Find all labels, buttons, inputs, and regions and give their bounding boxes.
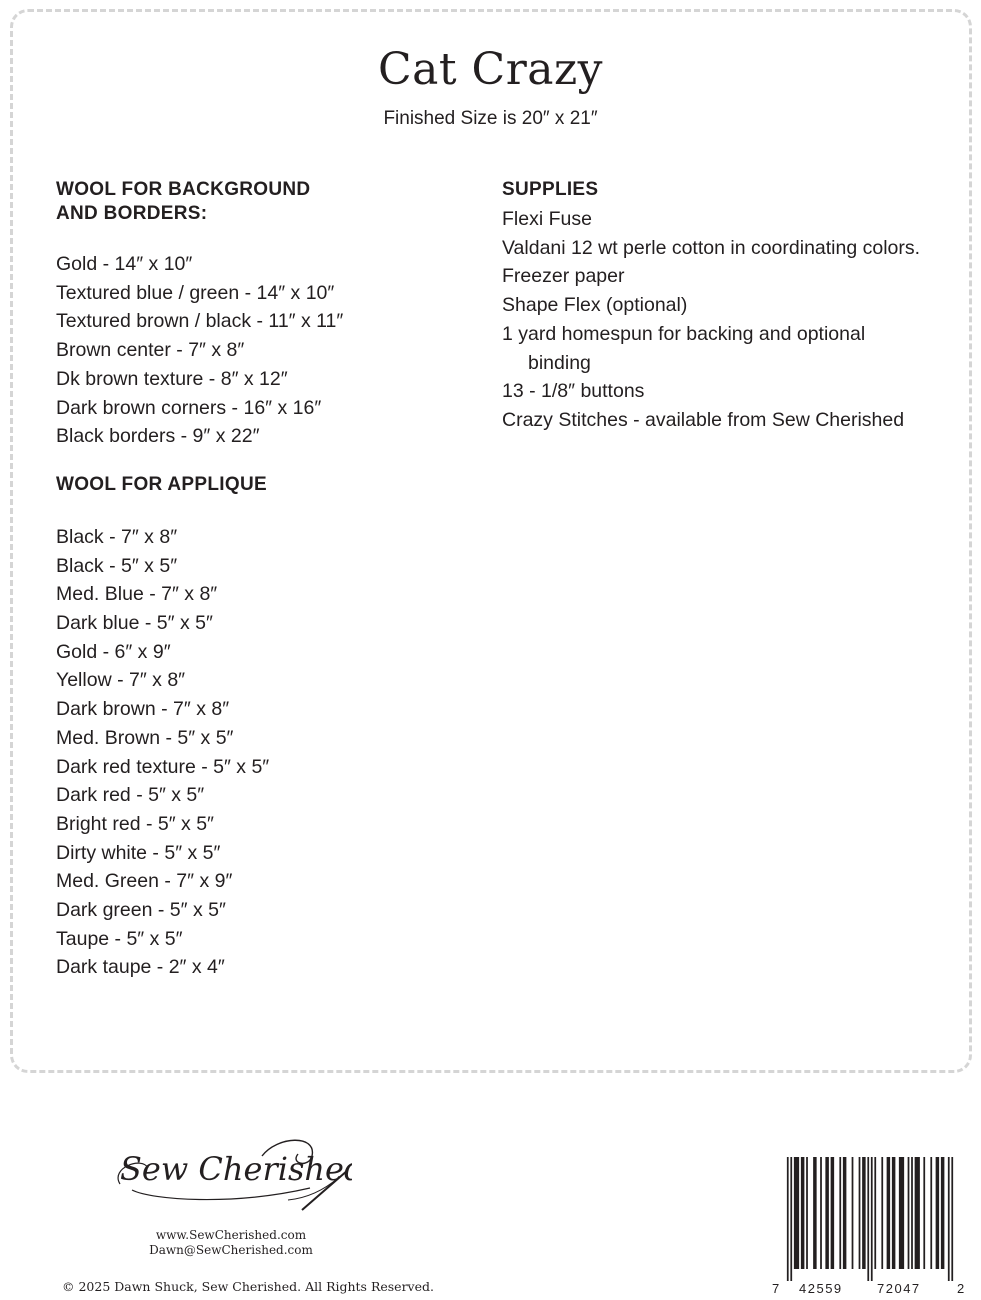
list-item: 1 yard homespun for backing and optional binding	[502, 322, 866, 374]
list-item: Dark red texture - 5″ x 5″	[56, 755, 270, 778]
list-item: Dark taupe - 2″ x 4″	[56, 956, 225, 979]
list-item: Flexi Fuse	[502, 208, 592, 230]
supplies-column	[502, 178, 962, 435]
upc-barcode	[772, 1157, 970, 1287]
barcode-bar	[930, 1157, 932, 1269]
barcode-bar	[915, 1157, 920, 1269]
barcode-digit-first: 7	[772, 1281, 781, 1296]
barcode-bar	[887, 1157, 891, 1269]
wool-background-heading-line2: AND BORDERS:	[56, 203, 208, 224]
list-item: Taupe - 5″ x 5″	[56, 927, 183, 950]
list-item: Valdani 12 wt perle cotton in coordinating colors.	[502, 236, 921, 259]
wool-applique-heading: WOOL FOR APPLIQUE	[56, 473, 267, 495]
barcode-bar	[951, 1157, 953, 1281]
wool-background-heading-line1: WOOL FOR BACKGROUND	[56, 179, 311, 200]
email-link[interactable]: Dawn@SewCherished.com	[149, 1243, 313, 1257]
list-item: Dark red - 5″ x 5″	[56, 784, 205, 807]
sew-cherished-logo	[112, 1128, 352, 1218]
barcode-bar	[790, 1157, 792, 1281]
list-item: Textured brown / black - 11″ x 11″	[56, 310, 344, 333]
finished-size: Finished Size is 20″ x 21″	[383, 108, 598, 129]
list-item: 13 - 1/8″ buttons	[502, 380, 645, 403]
barcode-bar	[936, 1157, 940, 1269]
copyright-text: © 2025 Dawn Shuck, Sew Cherished. All Rights Reserved.	[62, 1279, 434, 1294]
list-item: Black - 7″ x 8″	[56, 525, 178, 548]
barcode-bar	[923, 1157, 925, 1269]
list-item: Med. Blue - 7″ x 8″	[56, 583, 218, 606]
logo-text: Sew Cherished	[120, 1150, 352, 1188]
barcode-bar	[831, 1157, 835, 1269]
list-item: Med. Brown - 5″ x 5″	[56, 726, 234, 749]
logo-graphic	[112, 1128, 352, 1218]
logo-flourish-underline	[132, 1188, 310, 1200]
wool-column	[56, 178, 476, 982]
barcode-bar	[892, 1157, 896, 1269]
barcode-bar	[859, 1157, 861, 1269]
supplies-heading: SUPPLIES	[502, 179, 599, 200]
barcode-bar	[908, 1157, 910, 1269]
list-item: Dark brown corners - 16″ x 16″	[56, 396, 322, 419]
list-item: Dark brown - 7″ x 8″	[56, 698, 230, 721]
barcode-group-right: 72047	[877, 1281, 921, 1296]
list-item: Textured blue / green - 14″ x 10″	[56, 281, 335, 304]
list-item: Med. Green - 7″ x 9″	[56, 870, 233, 893]
barcode-bar	[911, 1157, 913, 1269]
list-item: Bright red - 5″ x 5″	[56, 812, 214, 835]
barcode-bars	[780, 1157, 960, 1281]
website-link[interactable]: www.SewCherished.com	[155, 1228, 307, 1242]
barcode-bar	[874, 1157, 876, 1269]
barcode-bar	[794, 1157, 799, 1269]
barcode-group-left: 42559	[799, 1281, 843, 1296]
barcode-bar	[787, 1157, 789, 1281]
barcode-bar	[813, 1157, 817, 1269]
list-item: Black borders - 9″ x 22″	[56, 425, 260, 448]
barcode-bar	[825, 1157, 829, 1269]
barcode-bar	[941, 1157, 945, 1269]
barcode-bar	[801, 1157, 805, 1269]
list-item: Gold - 6″ x 9″	[56, 640, 171, 663]
barcode-bar	[881, 1157, 883, 1269]
barcode-bar	[862, 1157, 866, 1269]
barcode-digit-last: 2	[957, 1281, 966, 1296]
list-item: Yellow - 7″ x 8″	[56, 669, 186, 692]
wool-background-list	[56, 250, 476, 451]
barcode-bar	[820, 1157, 822, 1269]
list-item: Freezer paper	[502, 265, 625, 288]
page-title: Cat Crazy	[377, 44, 604, 95]
list-item: Crazy Stitches - available from Sew Cherished	[502, 408, 905, 431]
barcode-bar	[806, 1157, 808, 1269]
barcode-bar	[899, 1157, 904, 1269]
wool-background-heading	[56, 178, 476, 226]
list-item: Brown center - 7″ x 8″	[56, 339, 245, 362]
barcode-bar	[839, 1157, 841, 1269]
wool-applique-list	[56, 523, 476, 982]
list-item: Dirty white - 5″ x 5″	[56, 841, 221, 864]
barcode-bar	[948, 1157, 950, 1281]
list-item: Shape Flex (optional)	[502, 294, 688, 317]
list-item: Dk brown texture - 8″ x 12″	[56, 367, 288, 390]
supplies-list	[502, 205, 962, 435]
barcode-bar	[867, 1157, 869, 1281]
barcode-bar	[871, 1157, 873, 1281]
barcode-bar	[843, 1157, 847, 1269]
list-item: Black - 5″ x 5″	[56, 554, 178, 577]
list-item: Gold - 14″ x 10″	[56, 253, 193, 275]
list-item: Dark green - 5″ x 5″	[56, 899, 226, 922]
list-item: Dark blue - 5″ x 5″	[56, 612, 213, 635]
barcode-bar	[852, 1157, 854, 1269]
